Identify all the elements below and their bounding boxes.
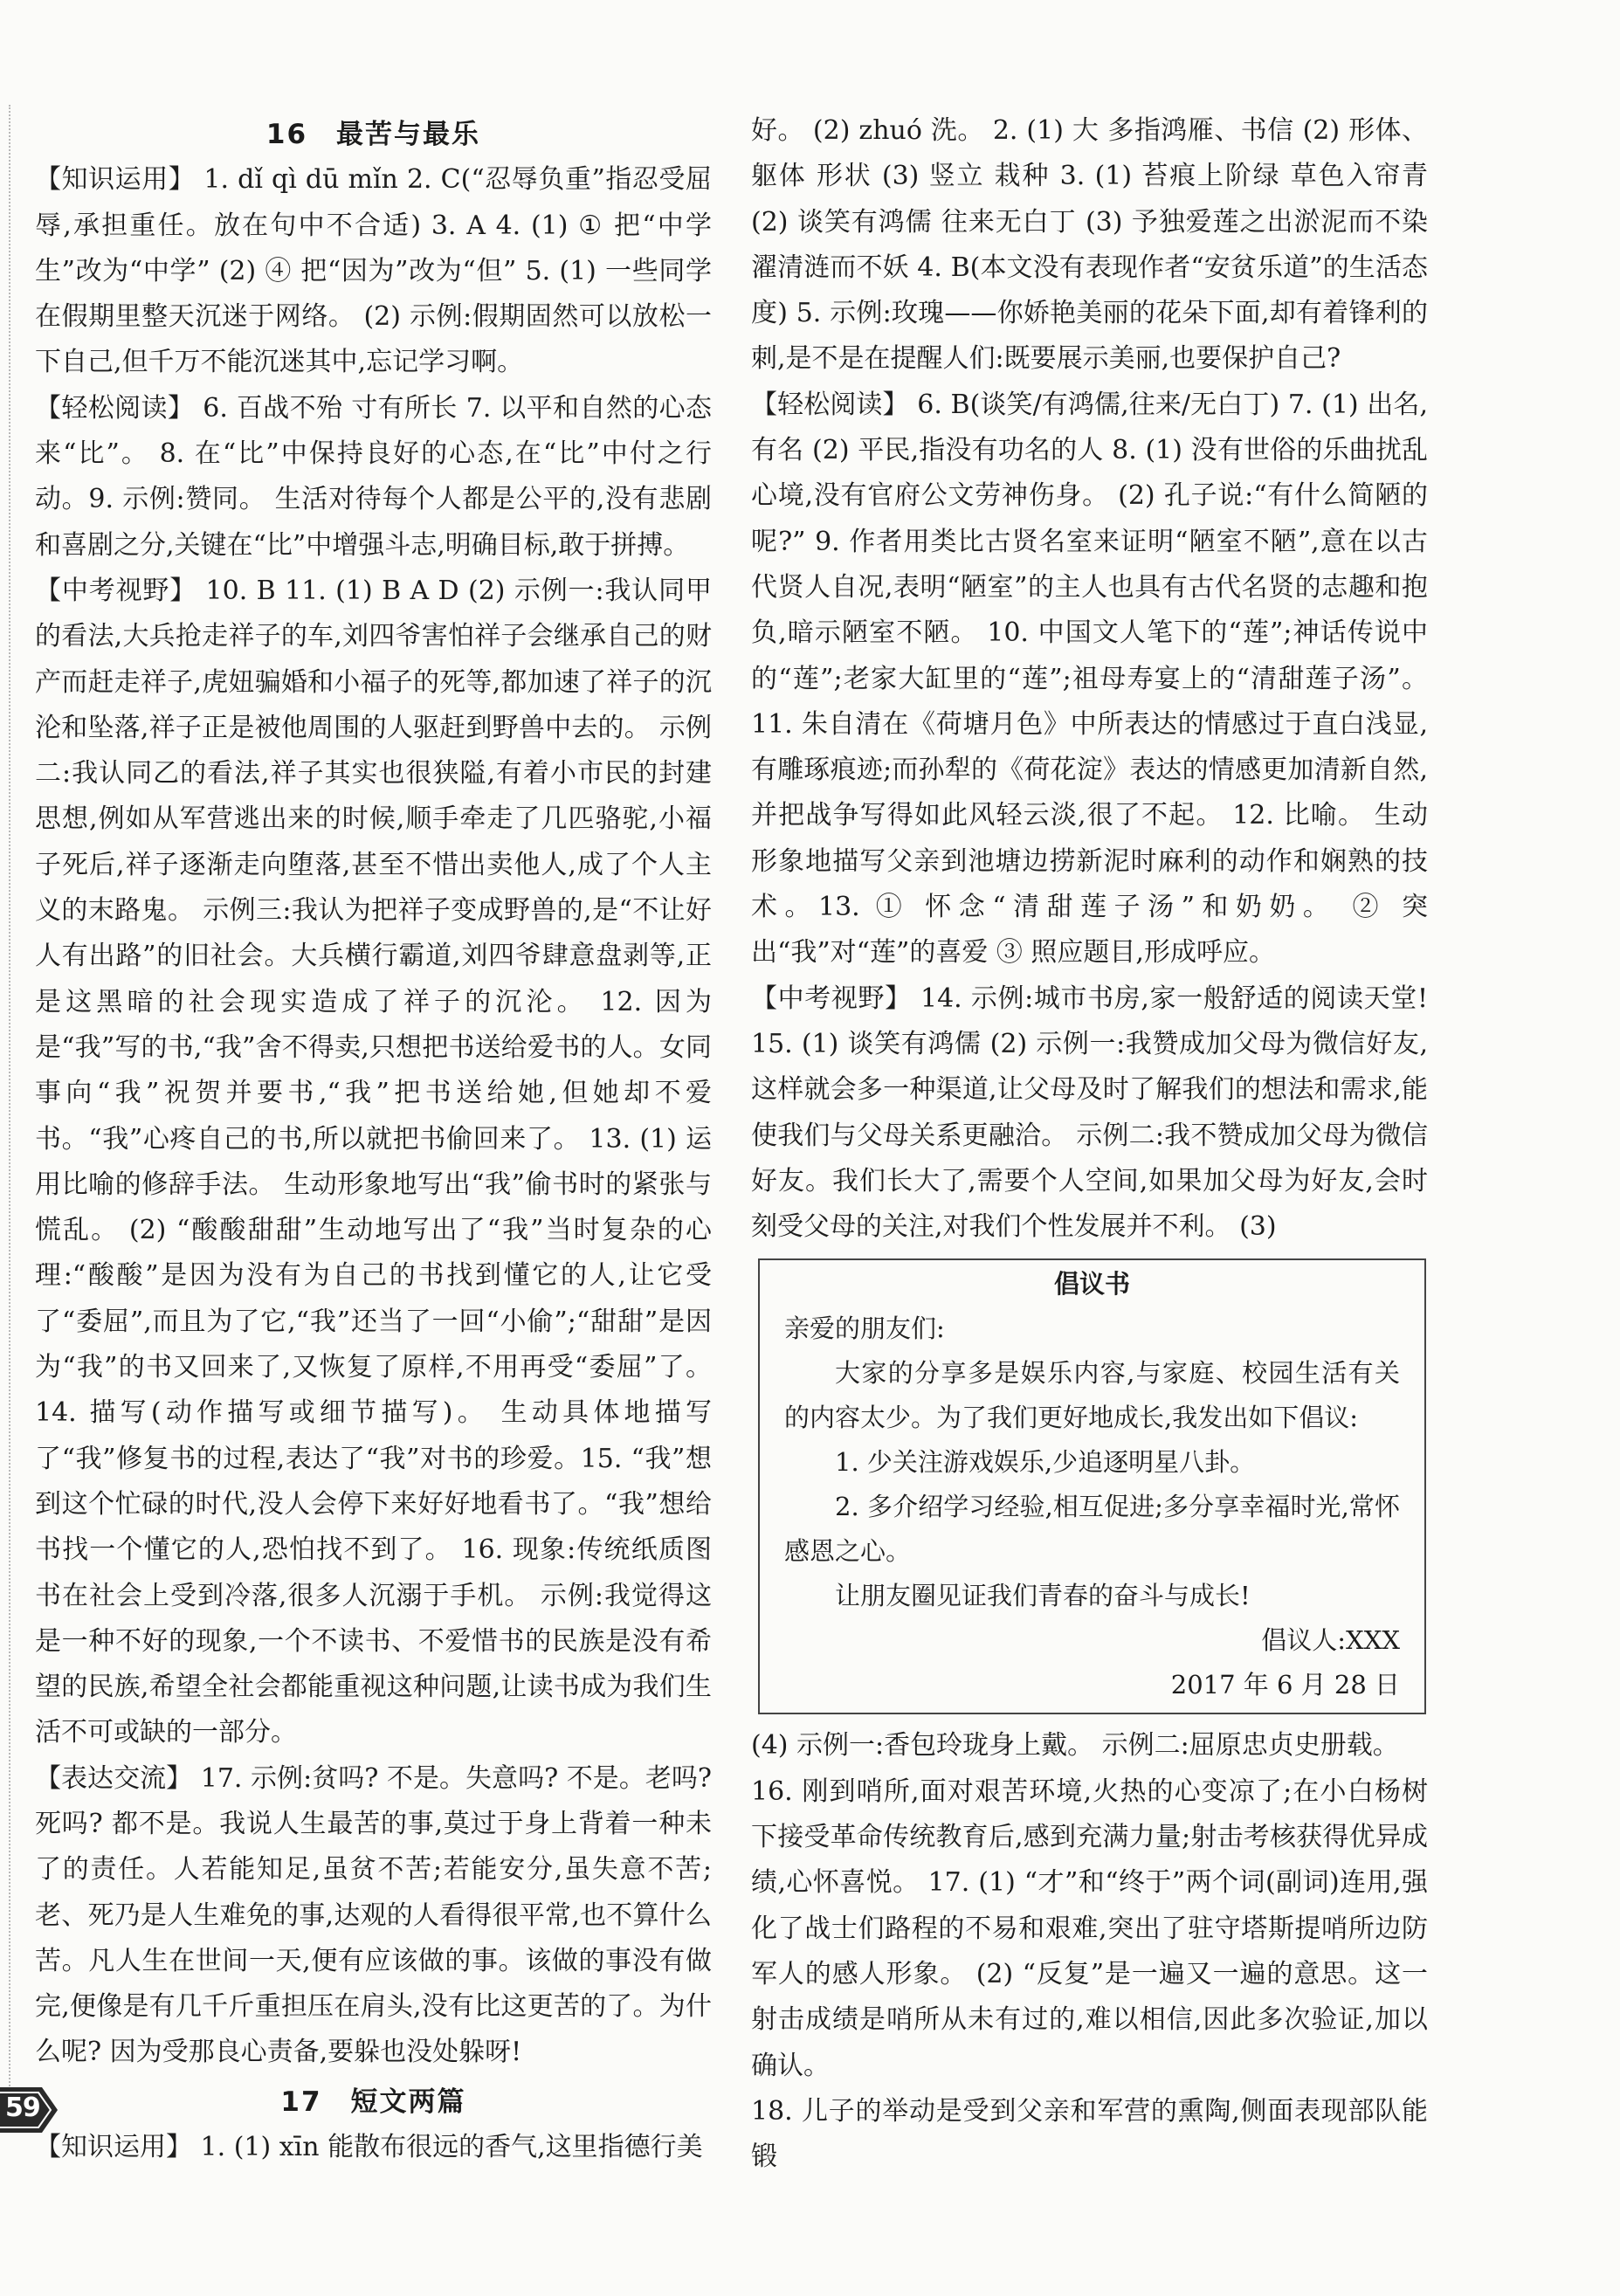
answer-paragraph: 【表达交流】 17. 示例:贫吗? 不是。失意吗? 不是。老吗? 死吗? 都不是。我说人生最苦的事,莫过于身上背着一种未了的责任。人若能知足,虽贫不苦;若能安分,虽失意不苦;老、死乃是人生难免的事,达观的人看得很平常,也不算什么苦。凡人生在世间一天,便有应该做的事。该做的事没有做完,便像是有几千斤重担压在肩头,没有比这更苦的了。为什么呢? 因为受那良心责备,要躲也没处躲呀!: [35, 1762, 712, 2068]
answer-paragraph: 【知识运用】 1. (1) xīn 能散布很远的香气,这里指德行美: [35, 2132, 703, 2163]
left-column: [35, 112, 712, 2170]
binding-dotted-line: [9, 105, 10, 2113]
page-number-badge: [0, 2080, 59, 2140]
proposal-title: 倡议书: [1053, 1269, 1130, 1300]
answer-paragraph: (4) 示例一:香包玲珑身上戴。 示例二:屈原忠贞史册载。: [751, 1730, 1399, 1762]
answer-paragraph: 【知识运用】 1. dǐ qì dū mǐn 2. C(“忍辱负重”指忍受屈辱,承担重任。放在句中不合适) 3. A 4. (1) ① 把“中学生”改为“中学” (2) ④ 把“因为”改为“但” 5. (1) 一些同学在假期里整天沉迷于网络。 (2) 示例:假期固然可以放松一下自己,但千万不能沉迷其中,忘记学习啊。: [35, 164, 712, 378]
section-title-17: 17 短文两篇: [280, 2086, 466, 2118]
section-title-16: 16 最苦与最乐: [265, 119, 481, 150]
answer-paragraph: 【中考视野】 14. 示例:城市书房,家一般舒适的阅读天堂! 15. (1) 谈笑有鸿儒 (2) 示例一:我赞成加父母为微信好友,这样就会多一种渠道,让父母及时了解我们的想法和需求,能使我们与父母关系更融洽。 示例二:我不赞成加父母为微信好友。我们长大了,需要个人空间,如果加父母为好友,会时刻受父母的关注,对我们个性发展并不利。 (3): [751, 983, 1428, 1243]
proposal-item: 2. 多介绍学习经验,相互促进;多分享幸福时光,常怀感恩之心。: [784, 1492, 1400, 1567]
proposal-salutation: 亲爱的朋友们:: [784, 1313, 945, 1344]
right-column: [751, 108, 1428, 2180]
answer-paragraph: 16. 刚到哨所,面对艰苦环境,火热的心变凉了;在小白杨树下接受革命传统教育后,感到充满力量;射击考核获得优异成绩,心怀喜悦。 17. (1) “才”和“终于”两个词(副词)连用,强化了战士们路程的不易和艰难,突出了驻守塔斯提哨所边防军人的感人形象。 (2) “反复”是一遍又一遍的意思。这一射击成绩是哨所从未有过的,难以相信,因此多次验证,加以确认。: [751, 1775, 1428, 2081]
proposal-body: 大家的分享多是娱乐内容,与家庭、校园生活有关的内容太少。为了我们更好地成长,我发出如下倡议:: [784, 1358, 1400, 1433]
proposal-box: [758, 1258, 1426, 1714]
answer-paragraph: 【中考视野】 10. B 11. (1) B A D (2) 示例一:我认同甲的看法,大兵抢走祥子的车,刘四爷害怕祥子会继承自己的财产而赶走祥子,虎妞骗婚和小福子的死等,都加速了祥子的沉沦和坠落,祥子正是被他周围的人驱赶到野兽中去的。 示例二:我认同乙的看法,祥子其实也很狭隘,有着小市民的封建思想,例如从军营逃出来的时候,顺手牵走了几匹骆驼,小福子死后,祥子逐渐走向堕落,甚至不惜出卖他人,成了个人主义的末路鬼。 示例三:我认为把祥子变成野兽的,是“不让好人有出路”的旧社会。大兵横行霸道,刘四爷肆意盘剥等,正是这黑暗的社会现实造成了祥子的沉沦。 12. 因为是“我”写的书,“我”舍不得卖,只想把书送给爱书的人。女同事向“我”祝贺并要书,“我”把书送给她,但她却不爱书。“我”心疼自己的书,所以就把书偷回来了。 13. (1) 运用比喻的修辞手法。 生动形象地写出“我”偷书时的紧张与慌乱。 (2) “酸酸甜甜”生动地写出了“我”当时复杂的心理:“酸酸”是因为没有为自己的书找到懂它的人,让它受了“委屈”,而且为了它,“我”还当了一回“小偷”;“甜甜”是因为“我”的书又回来了,又恢复了原样,不用再受“委屈”了。 14. 描写(动作描写或细节描写)。 生动具体地描写了“我”修复书的过程,表达了“我”对书的珍爱。15. “我”想到这个忙碌的时代,没人会停下来好好地看书了。“我”想给书找一个懂它的人,恐怕找不到了。 16. 现象:传统纸质图书在社会上受到冷落,很多人沉溺于手机。 示例:我觉得这是一种不好的现象,一个不读书、不爱惜书的民族是没有希望的民族,希望全社会都能重视这种问题,让读书成为我们生活不可或缺的一部分。: [35, 575, 712, 1748]
proposal-date: 2017 年 6 月 28 日: [1170, 1670, 1400, 1700]
answer-paragraph: 【轻松阅读】 6. 百战不殆 寸有所长 7. 以平和自然的心态来“比”。 8. 在“比”中保持良好的心态,在“比”中付之行动。9. 示例:赞同。 生活对待每个人都是公平的,没有悲剧和喜剧之分,关键在“比”中增强斗志,明确目标,敢于拼搏。: [35, 392, 712, 561]
answer-paragraph: 好。 (2) zhuó 洗。 2. (1) 大 多指鸿雁、书信 (2) 形体、躯体 形状 (3) 竖立 栽种 3. (1) 苔痕上阶绿 草色入帘青 (2) 谈笑有鸿儒 往来无白丁 (3) 予独爱莲之出淤泥而不染 濯清涟而不妖 4. B(本文没有表现作者“安贫乐道”的生活态度) 5. 示例:玫瑰——你娇艳美丽的花朵下面,却有着锋利的刺,是不是在提醒人们:既要展示美丽,也要保护自己?: [751, 115, 1428, 375]
page-number: 59: [5, 2093, 40, 2123]
proposal-signer: 倡议人:XXX: [1261, 1625, 1400, 1656]
proposal-closing: 让朋友圈见证我们青春的奋斗与成长!: [835, 1581, 1251, 1611]
proposal-item: 1. 少关注游戏娱乐,少追逐明星八卦。: [835, 1447, 1256, 1478]
answer-paragraph: 【轻松阅读】 6. B(谈笑/有鸿儒,往来/无白丁) 7. (1) 出名,有名 (2) 平民,指没有功名的人 8. (1) 没有世俗的乐曲扰乱心境,没有官府公文劳神伤身。 (2) 孔子说:“有什么简陋的呢?” 9. 作者用类比古贤名室来证明“陋室不陋”,意在以古代贤人自况,表明“陋室”的主人也具有古代名贤的志趣和抱负,暗示陋室不陋。 10. 中国文人笔下的“莲”;神话传说中的“莲”;老家大缸里的“莲”;祖母寿宴上的“清甜莲子汤”。11. 朱自清在《荷塘月色》中所表达的情感过于直白浅显,有雕琢痕迹;而孙犁的《荷花淀》表达的情感更加清新自然,并把战争写得如此风轻云淡,很了不起。 12. 比喻。 生动形象地描写父亲到池塘边捞新泥时麻利的动作和娴熟的技术。13. ① 怀念“清甜莲子汤”和奶奶。 ② 突出“我”对“莲”的喜爱 ③ 照应题目,形成呼应。: [751, 389, 1428, 969]
answer-paragraph: 18. 儿子的举动是受到父亲和军营的熏陶,侧面表现部队能锻: [751, 2095, 1428, 2173]
